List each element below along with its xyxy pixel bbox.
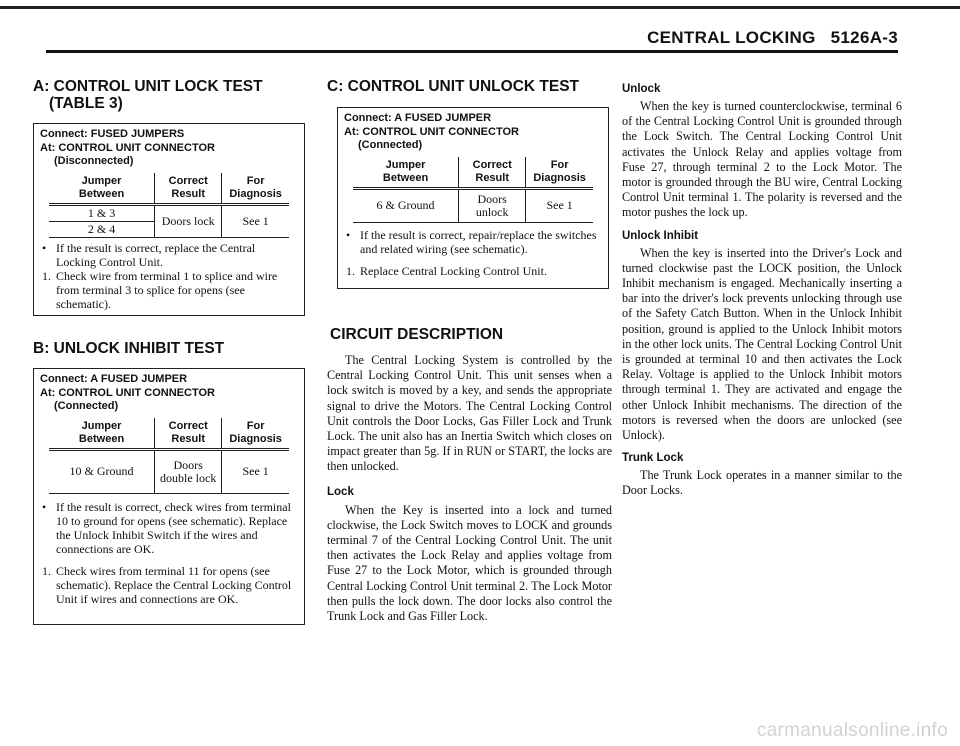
note-bullet: If the result is correct, repair/replace the switches and related wiring (see schematic).: [360, 227, 597, 256]
header-jumper: Jumper: [81, 419, 122, 432]
note-number: 1.: [42, 268, 51, 283]
header-between: Between: [78, 187, 125, 200]
circuit-continued: [622, 82, 902, 499]
table-cell-diagnosis: See 1: [222, 449, 289, 493]
table-cell-jumper: 10 & Ground: [49, 449, 155, 493]
connect-label: Connect: A FUSED JUMPER: [344, 112, 492, 124]
bullet-icon: •: [346, 227, 351, 242]
unlock-inhibit-text: When the key is inserted into the Driver's Lock and turned clockwise past the LOCK position, the Unlock Inhibit mechanism is engaged. Mechanically inserting a bar into the driver's lock prevents unlocking through use of the Safety Catch Button. When in the Unlock Inhibit position, ground is applied to the Unlock Inhibit motors in the other lock units. The Central Locking Control Unit is grounded at terminal 10 and then activates the Lock Relay. Voltage is applied to the Unlock Inhibit motors through terminal 1. They are activated and engage the other Unlock Inhibit mechanisms. The direction of the motors is reversed when the doors are unlocked (see Unlock).: [622, 245, 902, 443]
bullet-icon: •: [42, 240, 47, 255]
header-correct: Correct: [168, 174, 208, 187]
header-result: Result: [171, 432, 205, 445]
note-1: Check wires from terminal 11 for opens (see schematic). Replace the Central Locking Control Unit if wires and connections are OK.: [56, 563, 292, 606]
note-number: 1.: [42, 563, 51, 578]
connect-label: Connect: A FUSED JUMPER: [40, 373, 188, 385]
bullet-icon: •: [42, 499, 47, 514]
section-c-box: [337, 107, 609, 289]
state-label: (Connected): [54, 400, 119, 412]
section-c-title: C: CONTROL UNIT UNLOCK TEST: [327, 78, 580, 95]
section-b: [33, 340, 305, 625]
table-cell-result: Doors lock: [155, 204, 222, 237]
table-cell-result: Doors unlock: [459, 188, 526, 222]
section-a-title: A: CONTROL UNIT LOCK TEST: [33, 78, 263, 95]
section-a-table: [49, 173, 289, 238]
unlock-title: Unlock: [622, 83, 661, 95]
header-between: Between: [78, 432, 125, 445]
header-for: For: [550, 158, 569, 171]
watermark-text: carmanualsonline.info: [756, 720, 948, 741]
section-b-title: B: UNLOCK INHIBIT TEST: [33, 340, 225, 357]
section-a-subtitle: (TABLE 3): [49, 95, 123, 112]
lock-text: When the Key is inserted into a lock and turned clockwise, the Lock Switch moves to LOCK and grounds terminal 7 of the Central Locking Control Unit. The unit then activates the Lock Relay and applies voltage from Fuse 27 to the Lock Motor, which is grounded through Central Locking Control Unit terminal 2. The Lock Motor then pulls the lock down. The door locks also control the Trunk Lock and Gas Filler Lock.: [327, 502, 612, 624]
circuit-intro: The Central Locking System is controlled by the Central Locking Control Unit. This unit senses when a lock switch is moved by a key, and sends the appropriate signal to drive the Motors. The Central Locking Control Unit controls the Door Locks, Gas Filler Lock and Trunk Lock. The unit also has an Inertia Switch which closes on impact greater than 5g. If in RUN or START, the locks are then unlocked.: [327, 353, 612, 474]
note-bullet: If the result is correct, replace the Central Locking Control Unit.: [56, 240, 256, 269]
section-a: [33, 78, 305, 316]
section-c-table: [353, 157, 593, 223]
table-cell-jumper: 1 & 3: [49, 204, 155, 221]
note-1: Check wire from terminal 1 to splice and wire from terminal 3 to splice for opens (see schematic).: [56, 268, 278, 311]
section-b-box: [33, 368, 305, 625]
lock-title: Lock: [327, 485, 354, 498]
at-label: At: CONTROL UNIT CONNECTOR: [40, 141, 215, 154]
circuit-title: CIRCUIT DESCRIPTION: [330, 326, 504, 343]
connect-label: Connect: FUSED JUMPERS: [40, 128, 185, 140]
at-label: At: CONTROL UNIT CONNECTOR: [40, 386, 215, 399]
header-correct: Correct: [472, 158, 512, 171]
header-diagnosis: Diagnosis: [229, 432, 282, 445]
section-b-table: [49, 418, 289, 494]
header-result: Result: [475, 171, 509, 184]
at-label: At: CONTROL UNIT CONNECTOR: [344, 125, 519, 138]
note-number: 1.: [346, 263, 355, 278]
table-cell-result: Doors double lock: [155, 449, 222, 493]
circuit-description: [327, 326, 612, 624]
section-a-box: [33, 123, 305, 316]
page-header-title: CENTRAL LOCKING 5126A-3: [647, 28, 898, 47]
header-between: Between: [382, 171, 429, 184]
unlock-inhibit-title: Unlock Inhibit: [622, 229, 699, 242]
header-jumper: Jumper: [385, 158, 426, 171]
table-cell-jumper: 2 & 4: [49, 221, 155, 237]
top-rule: [0, 6, 960, 9]
header-rule: [46, 50, 898, 53]
table-cell-diagnosis: See 1: [526, 188, 593, 222]
header-diagnosis: Diagnosis: [229, 187, 282, 200]
state-label: (Connected): [358, 139, 423, 151]
header-result: Result: [171, 187, 205, 200]
unlock-text: When the key is turned counterclockwise, terminal 6 of the Central Locking Control Unit is grounded through the Lock Switch. The Central Locking Control Unit activates the Unlock Relay and applies voltage from Fuse 27, through terminal 2 to the Lock Motor. The motor is grounded through the BU wire, Central Locking Control Unit terminal 1. The polarity is reversed and the motor pushes the lock up.: [622, 99, 902, 220]
table-cell-jumper: 6 & Ground: [353, 188, 459, 222]
header-correct: Correct: [168, 419, 208, 432]
header-jumper: Jumper: [81, 174, 122, 187]
table-cell-diagnosis: See 1: [222, 204, 289, 237]
trunk-lock-title: Trunk Lock: [622, 452, 684, 465]
section-c: [327, 78, 612, 289]
state-label: (Disconnected): [54, 155, 134, 167]
header-diagnosis: Diagnosis: [533, 171, 586, 184]
header-for: For: [246, 174, 265, 187]
note-1: Replace Central Locking Control Unit.: [360, 263, 547, 278]
note-bullet: If the result is correct, check wires from terminal 10 to ground for opens (see schematic). Replace the Unlock Inhibit Switch if the wires and connections are OK.: [56, 499, 291, 556]
header-for: For: [246, 419, 265, 432]
trunk-lock-text: The Trunk Lock operates in a manner similar to the Door Locks.: [622, 468, 902, 498]
